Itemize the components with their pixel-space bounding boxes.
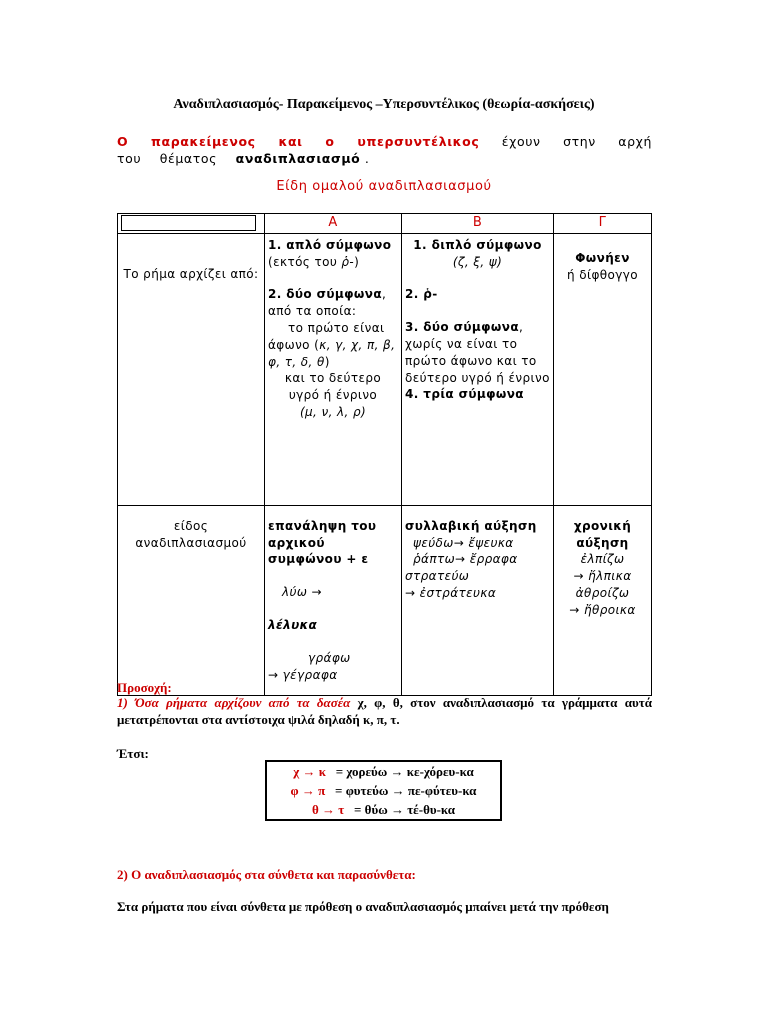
row2a-text: επανάληψη του αρχικού συμφώνου + ε [268,518,377,567]
etsi-label: Έτσι: [117,746,149,761]
table-row [266,761,501,781]
row2-label-text: είδος αναδιπλασιασμού [135,518,247,550]
row2a-ex1a: λύω → [282,585,322,600]
cola-item2-bold: 2. δύο σύμφωνα [268,287,382,302]
intro-red-text: Ο παρακείμενος και ο υπερσυντέλικος [117,134,480,149]
cola-item1-text: (εκτός του [268,254,342,269]
rule1-paragraph [117,694,652,728]
intro-text: έχουν στην αρχή του θέματος [117,134,653,166]
colb-item1-italic: (ζ, ξ, ψ) [452,254,503,269]
row1-col-c [554,233,652,505]
example-text: = χορεύω → κε-χόρευ-κα [335,764,474,779]
example-row [266,781,501,800]
row2-col-c [554,505,652,695]
examples-box [265,760,502,821]
row2b-ex1: ψεύδω→ ἔψευκα [413,535,514,550]
table-header-row [118,214,652,234]
table-row [118,233,652,505]
cola-item2-second: και το δεύτερο υγρό ή ένρινο [284,371,382,403]
row2-col-a [265,505,402,695]
rule1-red [117,695,350,710]
cola-item2-liquids: (μ, ν, λ, ρ) [299,404,367,419]
row1-col-a [265,233,402,505]
row2b-ex3: στρατεύω [405,569,470,584]
colc-line2: ή δίφθογγο [567,267,638,282]
colc-line1: Φωνήεν [575,250,630,265]
row1-label-text: Το ρήμα αρχίζει από: [123,266,259,281]
row2c-ex4: → ἤθροικα [569,602,636,617]
row2b-text: συλλαβική αύξηση [405,518,537,533]
reduplication-table [117,213,652,696]
header-blank-cell [118,214,265,234]
rule2-heading: 2) Ο αναδιπλασιασμός στα σύνθετα και παρασύνθετα: [117,867,416,882]
rule1-red-text: 1) Όσα ρήματα αρχίζουν από τα δασέα [117,695,351,710]
table-row [266,781,501,800]
colb-item3-text: , χωρίς να είναι το πρώτο άφωνο και το δεύτερο υγρό ή ένρινο [405,320,550,385]
row1-label [118,233,265,505]
row2b-ex4: → ἐστράτευκα [405,585,497,600]
rule2-paragraph: Στα ρήματα που είναι σύνθετα με πρόθεση ο αναδιπλασιασμός μπαίνει μετά την πρόθεση [117,899,609,914]
rule1-text: χ, φ, θ, στον αναδιπλασιασμό τα γράμματα αυτά μετατρέπονται στα αντίστοιχα ψιλά δηλαδή κ, π, τ. [117,695,652,727]
row2-label [118,505,265,695]
row2-col-b [402,505,554,695]
cola-item2-text: , από τα οποία: [268,287,387,319]
colb-item4: 4. τρία σύμφωνα [405,387,524,402]
header-box [121,215,256,231]
header-b: Β [402,214,554,234]
attention-heading: Προσοχή: [117,680,172,695]
colb-item2: 2. ῥ- [405,287,438,302]
row2b-ex2: ῥάπτω→ ἔρραφα [413,552,518,567]
cola-item1-bold: 1. απλό σύμφωνο [268,237,392,252]
row2c-ex2: → ἤλπικα [573,569,632,584]
cola-item2-first: το πρώτο είναι άφωνο ( [268,320,385,352]
header-c: Γ [554,214,652,234]
intro-end: . [360,151,370,166]
row2a-ex2b: → γέγραφα [268,667,338,682]
example-text: = θύω → τέ-θυ-κα [354,802,456,817]
cola-item1-italic: ῥ [341,254,350,269]
row2c-text: χρονική αύξηση [573,518,632,550]
cola-item2-close: ) [324,354,330,369]
header-a: Α [265,214,402,234]
intro-paragraph [117,133,652,167]
example-row [266,761,501,781]
example-text: = φυτεύω → πε-φύτευ-κα [335,783,477,798]
row2a-ex2a: γράφω [308,650,351,665]
cola-item2-letters: κ, γ, χ, π, β, φ, τ, δ, θ [268,337,396,369]
page-title: Αναδιπλασιασμός- Παρακείμενος –Υπερσυντέλικος (θεωρία-ασκήσεις) [173,97,595,112]
cola-item1-end: -) [349,254,360,269]
table-row [118,505,652,695]
section-title: Είδη ομαλού αναδιπλασιασμού [276,179,492,194]
example-rule: χ → κ [293,764,326,779]
example-rule: θ → τ [311,802,345,817]
example-rule: φ → π [290,783,326,798]
example-row [266,800,501,820]
row1-col-b [402,233,554,505]
table-row [266,800,501,820]
row2c-ex3: ἀθροίζω [575,585,630,600]
colb-item3-bold: 3. δύο σύμφωνα [405,320,519,335]
colb-item1-bold: 1. διπλό σύμφωνο [413,237,542,252]
intro-bold-text: αναδιπλασιασμό [235,151,361,166]
row2c-ex1: ἐλπίζω [580,552,625,567]
row2a-ex1b: λέλυκα [268,617,318,632]
